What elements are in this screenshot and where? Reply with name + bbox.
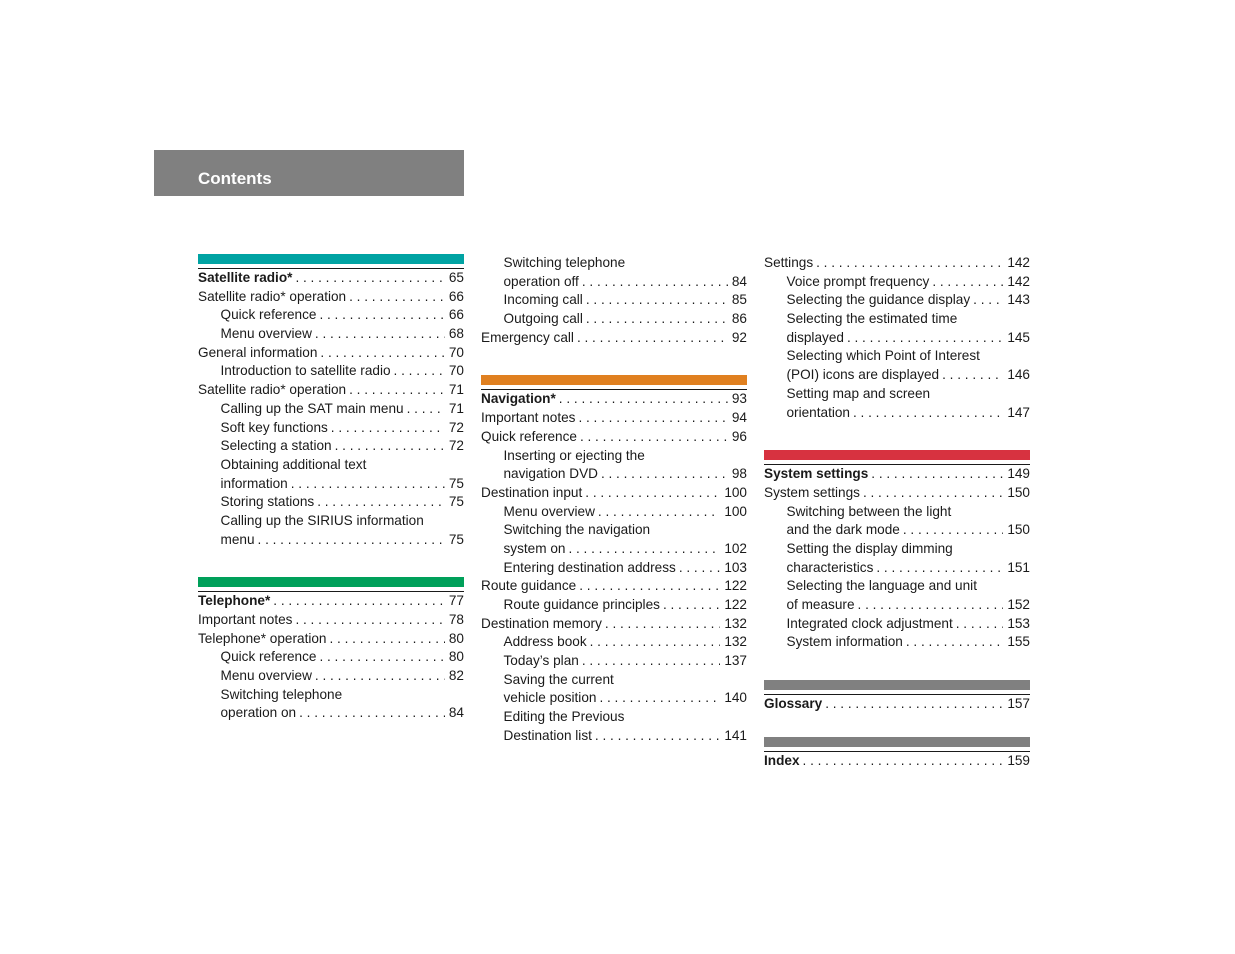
- toc-entry[interactable]: [198, 344, 464, 363]
- dot-leader: [258, 531, 445, 550]
- dot-leader: [601, 465, 728, 484]
- toc-entry-page: 155: [1007, 634, 1030, 650]
- toc-entry[interactable]: [481, 577, 747, 596]
- dot-leader: [407, 400, 445, 419]
- toc-entry-label: vehicle position: [503, 690, 597, 706]
- toc-entry-label: Emergency call: [481, 329, 574, 345]
- page-title: Contents: [198, 169, 272, 188]
- toc-entry-label: Selecting the estimated time: [786, 311, 958, 327]
- toc-entry-page: 103: [724, 559, 747, 575]
- dot-leader: [299, 704, 445, 723]
- toc-entry-page: 100: [724, 503, 747, 519]
- toc-entry-page: 72: [448, 438, 464, 454]
- toc-entry-label: Selecting the language and unit: [786, 578, 977, 594]
- toc-entry[interactable]: [481, 540, 747, 559]
- toc-entry-system-settings[interactable]: System settings . . . 149: [764, 464, 1030, 484]
- toc-entry[interactable]: [481, 708, 747, 727]
- toc-entry-label: Important notes: [481, 410, 576, 426]
- toc-entry[interactable]: [198, 667, 464, 686]
- toc-entry-label: Selecting the guidance display: [786, 292, 971, 308]
- toc-entry-page: 68: [448, 326, 464, 342]
- dot-leader: [903, 521, 1003, 540]
- toc-entry-label: characteristics: [786, 559, 874, 575]
- toc-entry-label: Soft key functions: [220, 419, 328, 435]
- toc-entry[interactable]: [198, 475, 464, 494]
- dot-leader: [582, 652, 720, 671]
- toc-entry-page: 102: [724, 540, 747, 556]
- toc-entry-label: Incoming call: [503, 292, 583, 308]
- toc-entry-page: 145: [1007, 329, 1030, 345]
- toc-entry-label: operation on: [220, 705, 297, 721]
- toc-entry-label: Route guidance principles: [503, 597, 660, 612]
- toc-entry-label: system on: [503, 540, 566, 556]
- toc-entry-page: 98: [731, 466, 747, 482]
- toc-entry[interactable]: [481, 291, 747, 310]
- dot-leader: [580, 428, 728, 447]
- dot-leader: [586, 291, 728, 310]
- dot-leader: [863, 484, 1003, 503]
- toc-entry[interactable]: [764, 273, 1030, 292]
- toc-entry-page: 75: [448, 531, 464, 547]
- toc-entry-page: 142: [1007, 255, 1030, 270]
- toc-entry-label: Menu overview: [503, 503, 595, 519]
- toc-entry-telephone[interactable]: Telephone* . . . 77: [198, 591, 464, 611]
- toc-entry[interactable]: [481, 254, 747, 273]
- toc-entry[interactable]: [198, 437, 464, 456]
- toc-entry-label: Satellite radio* operation: [198, 288, 347, 304]
- toc-entry[interactable]: [481, 559, 747, 578]
- toc-entry-page: 141: [724, 727, 747, 743]
- dot-leader: [586, 310, 728, 329]
- toc-entry-label: menu: [220, 531, 255, 547]
- dot-leader: [335, 437, 445, 456]
- toc-entry-label: Menu overview: [220, 326, 312, 342]
- toc-entry-label: Inserting or ejecting the: [503, 447, 645, 463]
- toc-entry-page: 151: [1007, 559, 1030, 575]
- dot-leader: [295, 611, 444, 630]
- dot-leader: [319, 306, 444, 325]
- toc-entry-page: 140: [724, 690, 747, 706]
- toc-entry-page: 80: [448, 630, 464, 646]
- toc-entry-list: [198, 611, 464, 723]
- toc-entry-page: 132: [724, 634, 747, 650]
- toc-entry[interactable]: [481, 652, 747, 671]
- toc-entry-label: General information: [198, 344, 318, 360]
- toc-entry[interactable]: [198, 648, 464, 667]
- toc-entry-page: 150: [1007, 522, 1030, 538]
- toc-entry[interactable]: [481, 615, 747, 634]
- toc-entry-label: Important notes: [198, 612, 293, 627]
- toc-entry-label: (POI) icons are displayed: [786, 367, 940, 383]
- toc-entry-label: Switching telephone: [503, 255, 626, 270]
- toc-entry-label: and the dark mode: [786, 522, 900, 538]
- toc-entry[interactable]: [481, 310, 747, 329]
- toc-entry-page: 153: [1007, 615, 1030, 631]
- toc-entry[interactable]: [198, 362, 464, 381]
- toc-entry-page: 82: [448, 668, 464, 684]
- toc-entry[interactable]: [198, 306, 464, 325]
- toc-entry-page: 70: [448, 363, 464, 379]
- toc-entry-page: 72: [448, 419, 464, 435]
- toc-entry-label: Entering destination address: [503, 559, 676, 575]
- toc-entry[interactable]: [481, 428, 747, 447]
- toc-entry[interactable]: [198, 325, 464, 344]
- toc-entry-label: Switching the navigation: [503, 522, 651, 538]
- toc-entry[interactable]: [481, 671, 747, 690]
- toc-entry[interactable]: [764, 577, 1030, 596]
- toc-entry-label: Selecting a station: [220, 438, 332, 454]
- dot-leader: [847, 329, 1003, 348]
- dot-leader: [317, 493, 445, 512]
- toc-entry[interactable]: [481, 633, 747, 652]
- toc-entry[interactable]: [481, 484, 747, 503]
- toc-entry-label: Quick reference: [220, 307, 317, 323]
- toc-entry-label: Storing stations: [220, 494, 315, 510]
- toc-entry[interactable]: [764, 521, 1030, 540]
- toc-entry-label: Obtaining additional text: [220, 456, 367, 472]
- toc-entry[interactable]: [198, 611, 464, 630]
- dot-leader: [291, 475, 445, 494]
- index-section-bar: [764, 737, 1030, 747]
- toc-entry[interactable]: [481, 447, 747, 466]
- toc-entry-label: Selecting which Point of Interest: [786, 348, 980, 364]
- toc-entry-page: 80: [448, 649, 464, 665]
- toc-entry[interactable]: [198, 630, 464, 649]
- toc-entry-label: Menu overview: [220, 668, 312, 684]
- toc-entry-label: Settings: [764, 255, 814, 270]
- toc-entry-page: 84: [731, 273, 747, 289]
- toc-entry-page: 84: [448, 705, 464, 721]
- dot-leader: [876, 559, 1003, 578]
- toc-entry-page: 142: [1007, 273, 1030, 289]
- toc-entry[interactable]: [481, 409, 747, 428]
- toc-entry-label: Voice prompt frequency: [786, 273, 930, 289]
- dot-leader: [679, 559, 721, 578]
- toc-entry-page: 71: [448, 382, 464, 398]
- dot-leader: [663, 596, 720, 615]
- toc-entry-page: 92: [731, 329, 747, 345]
- toc-entry[interactable]: [764, 347, 1030, 366]
- toc-entry[interactable]: [764, 310, 1030, 329]
- toc-entry-index[interactable]: Index . . . 159: [764, 751, 1030, 771]
- toc-entry-page: 86: [731, 311, 747, 327]
- toc-entry-label: Destination list: [503, 727, 592, 743]
- toc-entry[interactable]: [198, 288, 464, 307]
- toc-entry-label: Switching telephone: [220, 686, 343, 702]
- dot-leader: [577, 329, 728, 348]
- toc-entry-page: 100: [724, 484, 747, 500]
- glossary-section-bar: [764, 680, 1030, 690]
- toc-entry[interactable]: [198, 512, 464, 531]
- toc-entry-label: operation off: [503, 273, 579, 289]
- navigation-section-bar: [481, 375, 747, 385]
- dot-leader: [349, 288, 445, 307]
- toc-entry[interactable]: [764, 291, 1030, 310]
- dot-leader: [853, 404, 1003, 423]
- toc-entry-list: [481, 254, 747, 347]
- toc-entry[interactable]: [764, 404, 1030, 423]
- toc-entry-label: Editing the Previous: [503, 709, 625, 725]
- toc-entry-list: [764, 484, 1030, 652]
- system-settings-section-bar: [764, 450, 1030, 460]
- toc-entry-glossary[interactable]: Glossary . . . 157: [764, 694, 1030, 714]
- toc-entry[interactable]: [198, 400, 464, 419]
- dot-leader: [394, 362, 445, 381]
- toc-entry[interactable]: [764, 385, 1030, 404]
- toc-entry[interactable]: [481, 273, 747, 292]
- dot-leader: [331, 419, 445, 438]
- dot-leader: [330, 630, 445, 649]
- toc-entry[interactable]: [764, 540, 1030, 559]
- toc-entry[interactable]: [198, 381, 464, 400]
- toc-entry[interactable]: [481, 329, 747, 348]
- toc-entry-label: information: [220, 475, 288, 491]
- toc-entry-label: Today’s plan: [503, 653, 579, 669]
- toc-entry-label: Outgoing call: [503, 311, 583, 327]
- dot-leader: [605, 615, 720, 634]
- satellite-section-bar: [198, 254, 464, 264]
- toc-column-3: [764, 254, 1030, 770]
- toc-entry[interactable]: [764, 484, 1030, 503]
- toc-entry-label: Address book: [503, 634, 587, 650]
- toc-entry-label: Destination memory: [481, 615, 602, 631]
- toc-entry[interactable]: [481, 596, 747, 615]
- toc-entry[interactable]: [198, 493, 464, 512]
- toc-entry-navigation[interactable]: Navigation* . . . 93: [481, 389, 747, 409]
- toc-entry-label: Saving the current: [503, 671, 614, 687]
- dot-leader: [956, 615, 1004, 634]
- toc-entry-page: 75: [448, 494, 464, 510]
- toc-entry[interactable]: [481, 689, 747, 708]
- toc-entry-page: 152: [1007, 597, 1030, 612]
- dot-leader: [578, 409, 727, 428]
- toc-entry-page: 85: [731, 292, 747, 308]
- dot-leader: [595, 727, 720, 746]
- toc-entry-list: [198, 288, 464, 550]
- dot-leader: [816, 254, 1003, 273]
- toc-entry-label: Integrated clock adjustment: [786, 615, 953, 631]
- toc-entry[interactable]: [764, 615, 1030, 634]
- dot-leader: [579, 577, 720, 596]
- toc-entry-label: Quick reference: [481, 428, 577, 444]
- toc-entry[interactable]: [481, 503, 747, 522]
- toc-entry-label: Setting the display dimming: [786, 540, 953, 556]
- toc-entry-page: 96: [731, 428, 747, 444]
- dot-leader: [315, 325, 445, 344]
- telephone-section-bar: [198, 577, 464, 587]
- toc-entry-label: Switching between the light: [786, 503, 952, 519]
- dot-leader: [973, 291, 1003, 310]
- dot-leader: [315, 667, 445, 686]
- toc-entry-page: 70: [448, 344, 464, 360]
- toc-entry-label: of measure: [786, 597, 855, 612]
- toc-column-1: [198, 254, 464, 723]
- dot-leader: [590, 633, 721, 652]
- dot-leader: [598, 503, 720, 522]
- dot-leader: [320, 344, 444, 363]
- toc-entry-page: 122: [724, 578, 747, 594]
- toc-entry-page: 66: [448, 307, 464, 323]
- toc-entry-page: 75: [448, 475, 464, 491]
- dot-leader: [942, 366, 1003, 385]
- toc-entry-page: 146: [1007, 367, 1030, 383]
- toc-entry-page: 143: [1007, 292, 1030, 308]
- dot-leader: [582, 273, 728, 292]
- toc-entry-page: 71: [448, 400, 464, 416]
- toc-entry-label: Route guidance: [481, 578, 577, 594]
- toc-entry-label: Destination input: [481, 484, 583, 500]
- toc-entry[interactable]: [764, 503, 1030, 522]
- toc-entry[interactable]: [198, 686, 464, 705]
- dot-leader: [319, 648, 444, 667]
- dot-leader: [599, 689, 720, 708]
- toc-column-2: [481, 254, 747, 746]
- toc-entry-page: 66: [448, 288, 464, 304]
- toc-entry-label: navigation DVD: [503, 466, 598, 482]
- toc-entry-label: Calling up the SAT main menu: [220, 400, 404, 416]
- toc-entry[interactable]: [764, 366, 1030, 385]
- toc-entry-label: displayed: [786, 329, 844, 345]
- dot-leader: [568, 540, 720, 559]
- toc-entry[interactable]: [764, 596, 1030, 615]
- toc-entry-page: 150: [1007, 484, 1030, 500]
- toc-entry-label: Setting map and screen: [786, 385, 931, 401]
- dot-leader: [906, 633, 1003, 652]
- toc-entry-label: Satellite radio* operation: [198, 382, 347, 398]
- toc-entry-label: orientation: [786, 404, 850, 420]
- toc-entry-satellite-radio[interactable]: Satellite radio* . . . 65: [198, 268, 464, 288]
- toc-entry-label: Quick reference: [220, 649, 317, 665]
- toc-entry[interactable]: [764, 559, 1030, 578]
- toc-entry[interactable]: [198, 456, 464, 475]
- toc-entry-label: Introduction to satellite radio: [220, 363, 391, 379]
- toc-entry-label: Telephone* operation: [198, 630, 327, 646]
- toc-entry[interactable]: [764, 633, 1030, 652]
- toc-entry-page: 137: [724, 653, 747, 669]
- toc-entry-list: [481, 409, 747, 745]
- contents-header-bar: [154, 150, 464, 196]
- toc-entry[interactable]: [481, 727, 747, 746]
- toc-entry[interactable]: [481, 465, 747, 484]
- toc-entry[interactable]: [764, 329, 1030, 348]
- toc-entry-page: 147: [1007, 404, 1030, 420]
- dot-leader: [349, 381, 445, 400]
- toc-entry-list: [764, 254, 1030, 422]
- toc-entry[interactable]: [198, 419, 464, 438]
- dot-leader: [932, 273, 1003, 292]
- toc-entry-page: 122: [724, 597, 747, 612]
- toc-entry-label: System settings: [764, 484, 860, 500]
- toc-entry[interactable]: [764, 254, 1030, 273]
- toc-entry-page: 78: [448, 612, 464, 627]
- toc-entry-label: Calling up the SIRIUS information: [220, 512, 424, 528]
- toc-entry[interactable]: [198, 704, 464, 723]
- dot-leader: [858, 596, 1004, 615]
- toc-entry[interactable]: [481, 521, 747, 540]
- dot-leader: [585, 484, 720, 503]
- toc-entry-page: 132: [724, 615, 747, 631]
- toc-entry-page: 94: [731, 410, 747, 426]
- toc-entry[interactable]: [198, 531, 464, 550]
- toc-entry-label: System information: [786, 634, 903, 650]
